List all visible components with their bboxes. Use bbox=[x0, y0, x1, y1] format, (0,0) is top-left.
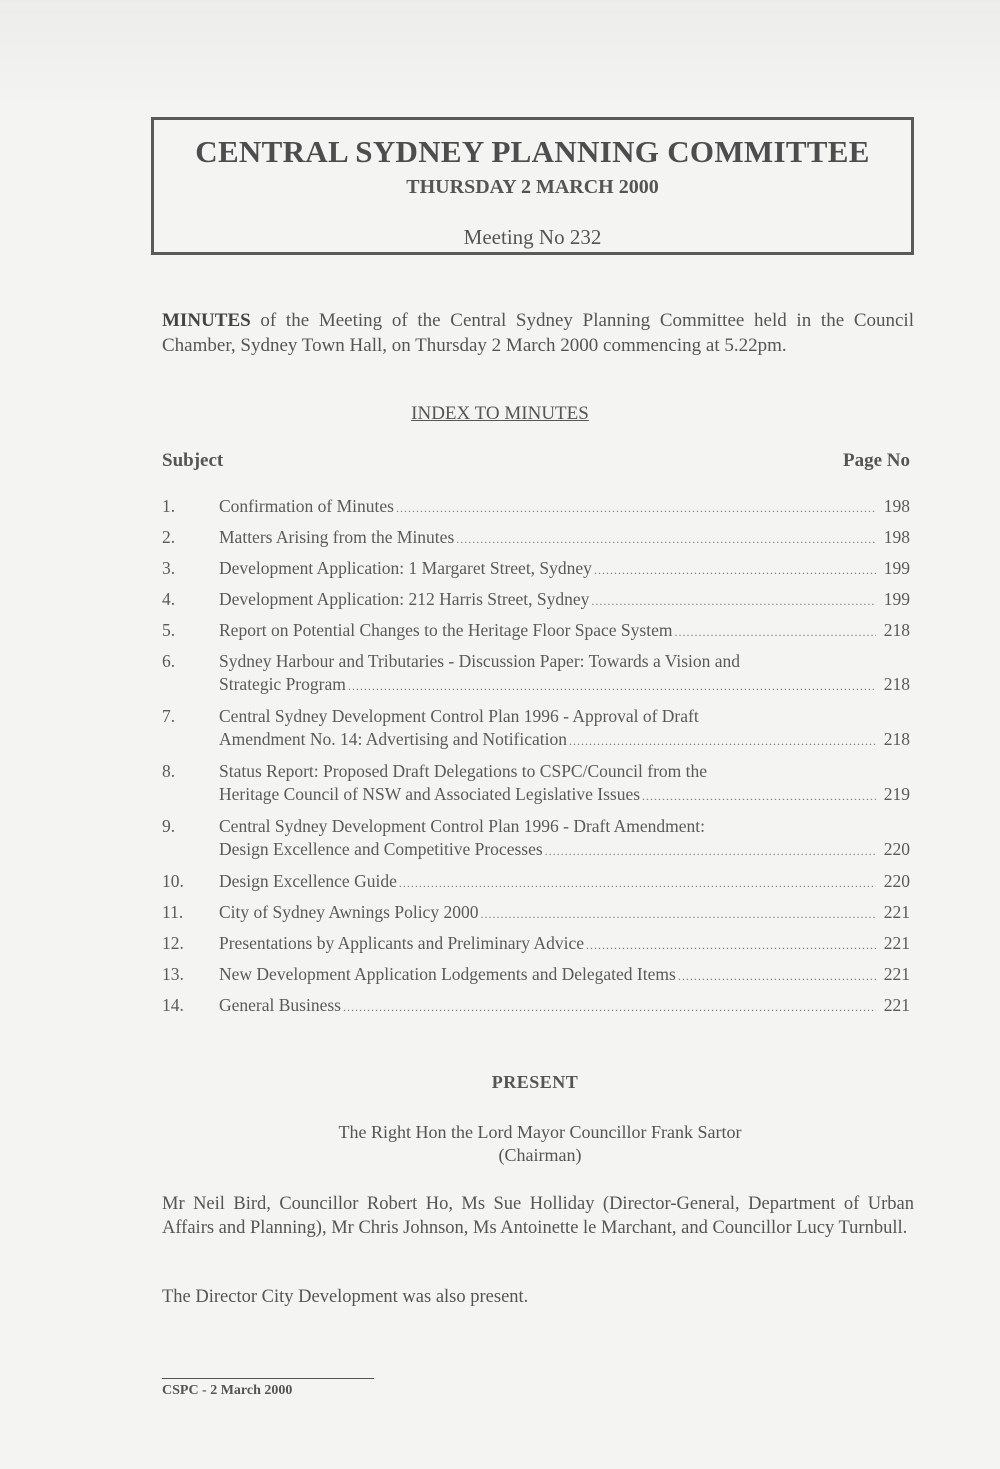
dot-leader bbox=[399, 876, 876, 891]
dot-leader bbox=[545, 844, 876, 859]
index-item-subject: Design Excellence Guide bbox=[219, 871, 397, 891]
scan-background-shadow bbox=[0, 0, 1000, 110]
index-item-page: 221 bbox=[883, 933, 910, 953]
chairman-block bbox=[0, 1121, 1000, 1167]
index-item-subject: City of Sydney Awnings Policy 2000 bbox=[219, 902, 479, 922]
dot-leader bbox=[348, 679, 876, 694]
index-item-page: 198 bbox=[883, 527, 910, 547]
index-item-page: 221 bbox=[883, 995, 910, 1015]
index-item-page: 198 bbox=[883, 496, 910, 516]
index-item-page: 221 bbox=[883, 902, 910, 922]
chairman-name: The Right Hon the Lord Mayor Councillor Frank Sartor bbox=[338, 1122, 742, 1142]
index-item-number: 12. bbox=[162, 933, 184, 953]
dot-leader bbox=[594, 563, 876, 578]
index-item-subject: Confirmation of Minutes bbox=[219, 496, 394, 516]
index-item-number: 13. bbox=[162, 964, 184, 984]
index-item-number: 11. bbox=[162, 902, 184, 922]
dot-leader bbox=[456, 532, 876, 547]
index-item-number: 2. bbox=[162, 527, 176, 547]
index-item-number: 9. bbox=[162, 816, 176, 836]
index-item bbox=[162, 558, 910, 581]
present-heading: PRESENT bbox=[491, 1072, 579, 1092]
index-item bbox=[162, 496, 910, 519]
committee-title: CENTRAL SYDNEY PLANNING COMMITTEE bbox=[195, 134, 870, 169]
dot-leader bbox=[642, 789, 876, 804]
index-item-page: 199 bbox=[883, 589, 910, 609]
index-list bbox=[162, 496, 910, 1026]
index-item bbox=[162, 964, 910, 987]
intro-paragraph bbox=[162, 308, 914, 358]
index-item-page: 199 bbox=[883, 558, 910, 578]
index-item-number: 10. bbox=[162, 871, 184, 891]
index-item-page: 220 bbox=[883, 871, 910, 891]
index-item-page: 218 bbox=[883, 620, 910, 640]
title-box bbox=[151, 117, 914, 255]
index-item bbox=[162, 706, 910, 752]
index-item-subject: Presentations by Applicants and Preliminary Advice bbox=[219, 933, 585, 953]
meeting-number: Meeting No 232 bbox=[463, 225, 602, 249]
index-item-number: 3. bbox=[162, 558, 176, 578]
index-item-subject: Strategic Program bbox=[219, 674, 346, 694]
index-item-subject: Design Excellence and Competitive Processes bbox=[219, 839, 543, 859]
index-item bbox=[162, 761, 910, 807]
index-item-number: 8. bbox=[162, 761, 176, 781]
dot-leader bbox=[480, 907, 876, 922]
index-item-page: 220 bbox=[883, 839, 910, 859]
footer-rule bbox=[162, 1378, 374, 1379]
index-item-number: 4. bbox=[162, 589, 176, 609]
index-item-page: 218 bbox=[883, 674, 910, 694]
index-item-subject: Central Sydney Development Control Plan 1996 - Approval of Draft bbox=[219, 706, 699, 726]
footer-text: CSPC - 2 March 2000 bbox=[162, 1383, 293, 1398]
index-item bbox=[162, 902, 910, 925]
members-present: Mr Neil Bird, Councillor Robert Ho, Ms Sue Holliday (Director-General, Department of Urban Affairs and Planning), Mr Chris Johnson, Ms Antoinette le Marchant, and Councillor Lucy Turnbull. bbox=[162, 1194, 914, 1238]
index-item bbox=[162, 620, 910, 643]
index-item-subject: Status Report: Proposed Draft Delegations to CSPC/Council from the bbox=[219, 761, 708, 781]
index-item-number: 1. bbox=[162, 496, 176, 516]
index-item bbox=[162, 816, 910, 862]
dot-leader bbox=[569, 734, 876, 749]
director-present: The Director City Development was also present. bbox=[162, 1287, 529, 1307]
index-item-number: 14. bbox=[162, 995, 184, 1015]
intro-text: of the Meeting of the Central Sydney Planning Committee held in the Council Chamber, Sydney Town Hall, on Thursday 2 March 2000 commencing at 5.22pm. bbox=[162, 310, 914, 356]
dot-leader bbox=[396, 501, 876, 516]
index-item-number: 7. bbox=[162, 706, 176, 726]
dot-leader bbox=[678, 969, 876, 984]
subject-column-header: Subject bbox=[162, 450, 224, 471]
meeting-date: THURSDAY 2 MARCH 2000 bbox=[406, 176, 659, 198]
index-item-subject: Heritage Council of NSW and Associated Legislative Issues bbox=[219, 784, 641, 804]
index-item-page: 219 bbox=[883, 784, 910, 804]
index-heading: INDEX TO MINUTES bbox=[411, 403, 589, 424]
index-item-subject: Matters Arising from the Minutes bbox=[219, 527, 455, 547]
index-item bbox=[162, 589, 910, 612]
index-item-subject: Central Sydney Development Control Plan 1996 - Draft Amendment: bbox=[219, 816, 706, 836]
index-item-page: 218 bbox=[883, 729, 910, 749]
index-item bbox=[162, 871, 910, 894]
index-item-subject: Amendment No. 14: Advertising and Notification bbox=[219, 729, 568, 749]
page-column-header: Page No bbox=[842, 450, 910, 471]
index-item-subject: Sydney Harbour and Tributaries - Discussion Paper: Towards a Vision and bbox=[219, 651, 741, 671]
dot-leader bbox=[343, 1000, 876, 1015]
index-item-subject: New Development Application Lodgements and Delegated Items bbox=[219, 964, 676, 984]
index-item-subject: General Business bbox=[219, 995, 341, 1015]
index-item bbox=[162, 527, 910, 550]
index-item-page: 221 bbox=[883, 964, 910, 984]
chairman-role: (Chairman) bbox=[498, 1145, 582, 1165]
index-item bbox=[162, 995, 910, 1018]
index-item-subject: Report on Potential Changes to the Heritage Floor Space System bbox=[219, 620, 673, 640]
index-item bbox=[162, 651, 910, 697]
dot-leader bbox=[674, 625, 876, 640]
dot-leader bbox=[591, 594, 876, 609]
index-item-number: 5. bbox=[162, 620, 176, 640]
intro-bold-label: MINUTES bbox=[162, 310, 251, 331]
index-item bbox=[162, 933, 910, 956]
dot-leader bbox=[586, 938, 876, 953]
index-item-subject: Development Application: 212 Harris Street, Sydney bbox=[219, 589, 590, 609]
index-item-subject: Development Application: 1 Margaret Street, Sydney bbox=[219, 558, 592, 578]
index-item-number: 6. bbox=[162, 651, 176, 671]
